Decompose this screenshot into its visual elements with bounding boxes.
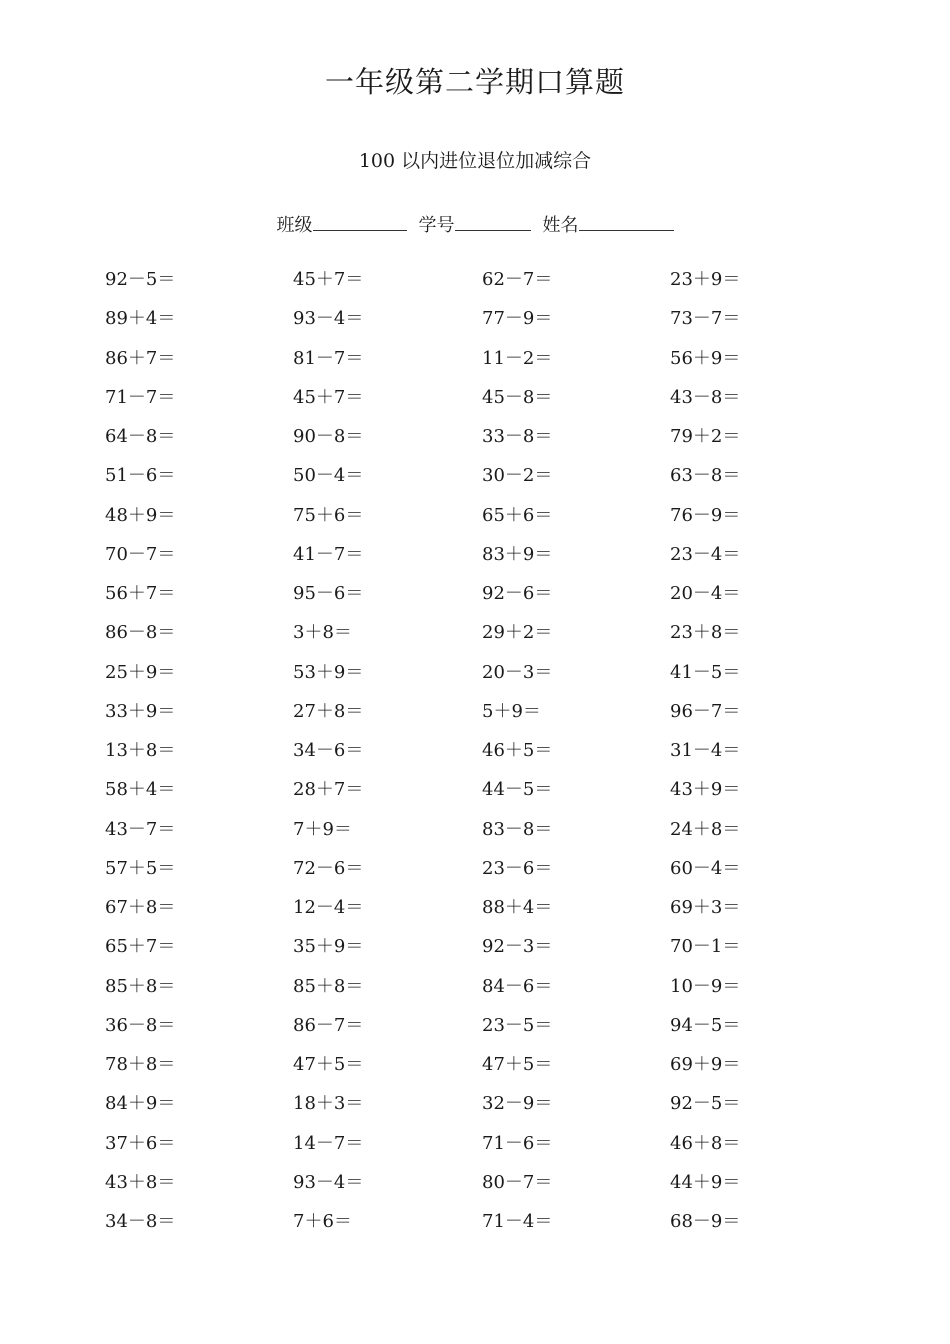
student-info-line bbox=[0, 210, 950, 240]
arithmetic-problem: 23－6＝ bbox=[482, 857, 553, 879]
arithmetic-problem: 67＋8＝ bbox=[105, 897, 176, 918]
problem-row bbox=[105, 615, 865, 654]
arithmetic-problem: 7＋6＝ bbox=[293, 1211, 352, 1232]
arithmetic-problem: 57＋5＝ bbox=[105, 857, 176, 879]
arithmetic-problem: 35＋9＝ bbox=[293, 936, 364, 958]
arithmetic-problem: 85＋8＝ bbox=[293, 975, 364, 997]
arithmetic-problem: 71－6＝ bbox=[482, 1132, 553, 1154]
arithmetic-problem: 45＋7＝ bbox=[293, 386, 364, 408]
problem-row bbox=[105, 301, 865, 340]
arithmetic-problem: 88＋4＝ bbox=[482, 897, 553, 918]
arithmetic-problem: 45＋7＝ bbox=[293, 269, 364, 290]
page-subtitle: 100 以内进位退位加减综合 bbox=[358, 150, 592, 172]
arithmetic-problem: 20－3＝ bbox=[482, 661, 553, 683]
arithmetic-problem: 69＋3＝ bbox=[670, 897, 741, 918]
arithmetic-problem: 23＋9＝ bbox=[670, 269, 741, 290]
arithmetic-problem: 56＋7＝ bbox=[105, 583, 176, 604]
arithmetic-problem: 63－8＝ bbox=[670, 465, 741, 487]
arithmetic-problem: 79＋2＝ bbox=[670, 426, 741, 447]
arithmetic-problem: 29＋2＝ bbox=[482, 622, 553, 644]
problem-row bbox=[105, 1126, 865, 1165]
arithmetic-problem: 92－5＝ bbox=[670, 1093, 741, 1115]
arithmetic-problem: 14－7＝ bbox=[293, 1132, 364, 1154]
arithmetic-problem: 10－9＝ bbox=[670, 975, 741, 997]
arithmetic-problem: 89＋4＝ bbox=[105, 308, 176, 330]
arithmetic-problem: 84＋9＝ bbox=[105, 1093, 176, 1115]
arithmetic-problem: 94－5＝ bbox=[670, 1014, 741, 1036]
arithmetic-problem: 86－7＝ bbox=[293, 1014, 364, 1036]
problem-row bbox=[105, 419, 865, 458]
arithmetic-problem: 60－4＝ bbox=[670, 857, 741, 879]
arithmetic-problem: 85＋8＝ bbox=[105, 975, 176, 997]
arithmetic-problem: 28＋7＝ bbox=[293, 779, 364, 801]
problem-row bbox=[105, 380, 865, 419]
arithmetic-problem: 64－8＝ bbox=[105, 426, 176, 447]
arithmetic-problem: 23－4＝ bbox=[670, 543, 741, 565]
arithmetic-problem: 80－7＝ bbox=[482, 1171, 553, 1193]
arithmetic-problem: 13＋8＝ bbox=[105, 740, 176, 761]
arithmetic-problem: 33－8＝ bbox=[482, 426, 553, 447]
problem-row bbox=[105, 1086, 865, 1125]
arithmetic-problem: 71－7＝ bbox=[105, 386, 176, 408]
problem-grid bbox=[105, 262, 865, 1243]
arithmetic-problem: 84－6＝ bbox=[482, 975, 553, 997]
page-title: 一年级第二学期口算题 bbox=[324, 65, 625, 99]
arithmetic-problem: 86－8＝ bbox=[105, 622, 176, 644]
problem-row bbox=[105, 772, 865, 811]
problem-row bbox=[105, 733, 865, 772]
arithmetic-problem: 93－4＝ bbox=[293, 1171, 364, 1193]
arithmetic-problem: 77－9＝ bbox=[482, 308, 553, 330]
arithmetic-problem: 41－5＝ bbox=[670, 661, 741, 683]
arithmetic-problem: 34－8＝ bbox=[105, 1211, 176, 1232]
arithmetic-problem: 18＋3＝ bbox=[293, 1093, 364, 1115]
arithmetic-problem: 58＋4＝ bbox=[105, 779, 176, 801]
problem-row bbox=[105, 694, 865, 733]
arithmetic-problem: 25＋9＝ bbox=[105, 661, 176, 683]
arithmetic-problem: 20－4＝ bbox=[670, 583, 741, 604]
arithmetic-problem: 37＋6＝ bbox=[105, 1132, 176, 1154]
arithmetic-problem: 41－7＝ bbox=[293, 543, 364, 565]
arithmetic-problem: 68－9＝ bbox=[670, 1211, 741, 1232]
arithmetic-problem: 56＋9＝ bbox=[670, 347, 741, 369]
arithmetic-problem: 43－8＝ bbox=[670, 386, 741, 408]
arithmetic-problem: 62－7＝ bbox=[482, 269, 553, 290]
arithmetic-problem: 43－7＝ bbox=[105, 818, 176, 840]
class-blank[interactable] bbox=[313, 210, 407, 231]
arithmetic-problem: 78＋8＝ bbox=[105, 1054, 176, 1075]
problem-row bbox=[105, 262, 865, 301]
arithmetic-problem: 34－6＝ bbox=[293, 740, 364, 761]
problem-row bbox=[105, 929, 865, 968]
arithmetic-problem: 70－1＝ bbox=[670, 936, 741, 958]
problem-row bbox=[105, 1165, 865, 1204]
arithmetic-problem: 50－4＝ bbox=[293, 465, 364, 487]
problem-row bbox=[105, 1047, 865, 1086]
arithmetic-problem: 11－2＝ bbox=[482, 347, 553, 369]
problem-row bbox=[105, 576, 865, 615]
arithmetic-problem: 27＋8＝ bbox=[293, 700, 364, 722]
arithmetic-problem: 93－4＝ bbox=[293, 308, 364, 330]
arithmetic-problem: 31－4＝ bbox=[670, 740, 741, 761]
problem-row bbox=[105, 498, 865, 537]
problem-row bbox=[105, 969, 865, 1008]
arithmetic-problem: 47＋5＝ bbox=[293, 1054, 364, 1075]
name-blank[interactable] bbox=[579, 210, 674, 231]
arithmetic-problem: 33＋9＝ bbox=[105, 700, 176, 722]
arithmetic-problem: 65＋6＝ bbox=[482, 504, 553, 526]
arithmetic-problem: 51－6＝ bbox=[105, 465, 176, 487]
arithmetic-problem: 43＋8＝ bbox=[105, 1171, 176, 1193]
arithmetic-problem: 23＋8＝ bbox=[670, 622, 741, 644]
arithmetic-problem: 72－6＝ bbox=[293, 857, 364, 879]
arithmetic-problem: 53＋9＝ bbox=[293, 661, 364, 683]
class-label: 班级 bbox=[276, 215, 313, 236]
arithmetic-problem: 83－8＝ bbox=[482, 818, 553, 840]
arithmetic-problem: 44＋9＝ bbox=[670, 1171, 741, 1193]
problem-row bbox=[105, 1204, 865, 1243]
problem-row bbox=[105, 341, 865, 380]
student-id-blank[interactable] bbox=[455, 210, 531, 231]
arithmetic-problem: 44－5＝ bbox=[482, 779, 553, 801]
arithmetic-problem: 48＋9＝ bbox=[105, 504, 176, 526]
arithmetic-problem: 47＋5＝ bbox=[482, 1054, 553, 1075]
arithmetic-problem: 75＋6＝ bbox=[293, 504, 364, 526]
problem-row bbox=[105, 812, 865, 851]
arithmetic-problem: 36－8＝ bbox=[105, 1014, 176, 1036]
arithmetic-problem: 46＋8＝ bbox=[670, 1132, 741, 1154]
arithmetic-problem: 71－4＝ bbox=[482, 1211, 553, 1232]
arithmetic-problem: 23－5＝ bbox=[482, 1014, 553, 1036]
arithmetic-problem: 45－8＝ bbox=[482, 386, 553, 408]
arithmetic-problem: 95－6＝ bbox=[293, 583, 364, 604]
arithmetic-problem: 3＋8＝ bbox=[293, 622, 352, 644]
name-label: 姓名 bbox=[542, 215, 579, 236]
arithmetic-problem: 70－7＝ bbox=[105, 543, 176, 565]
arithmetic-problem: 65＋7＝ bbox=[105, 936, 176, 958]
problem-row bbox=[105, 851, 865, 890]
arithmetic-problem: 32－9＝ bbox=[482, 1093, 553, 1115]
student-id-label: 学号 bbox=[418, 215, 455, 236]
problem-row bbox=[105, 537, 865, 576]
arithmetic-problem: 73－7＝ bbox=[670, 308, 741, 330]
arithmetic-problem: 96－7＝ bbox=[670, 700, 741, 722]
problem-row bbox=[105, 1008, 865, 1047]
problem-row bbox=[105, 458, 865, 497]
arithmetic-problem: 92－3＝ bbox=[482, 936, 553, 958]
arithmetic-problem: 81－7＝ bbox=[293, 347, 364, 369]
arithmetic-problem: 69＋9＝ bbox=[670, 1054, 741, 1075]
arithmetic-problem: 92－5＝ bbox=[105, 269, 176, 290]
arithmetic-problem: 43＋9＝ bbox=[670, 779, 741, 801]
arithmetic-problem: 24＋8＝ bbox=[670, 818, 741, 840]
arithmetic-problem: 86＋7＝ bbox=[105, 347, 176, 369]
arithmetic-problem: 7＋9＝ bbox=[293, 818, 352, 840]
arithmetic-problem: 5＋9＝ bbox=[482, 700, 541, 722]
arithmetic-problem: 90－8＝ bbox=[293, 426, 364, 447]
arithmetic-problem: 76－9＝ bbox=[670, 504, 741, 526]
arithmetic-problem: 92－6＝ bbox=[482, 583, 553, 604]
arithmetic-problem: 30－2＝ bbox=[482, 465, 553, 487]
problem-row bbox=[105, 655, 865, 694]
arithmetic-problem: 12－4＝ bbox=[293, 897, 364, 918]
arithmetic-problem: 83＋9＝ bbox=[482, 543, 553, 565]
arithmetic-problem: 46＋5＝ bbox=[482, 740, 553, 761]
problem-row bbox=[105, 890, 865, 929]
